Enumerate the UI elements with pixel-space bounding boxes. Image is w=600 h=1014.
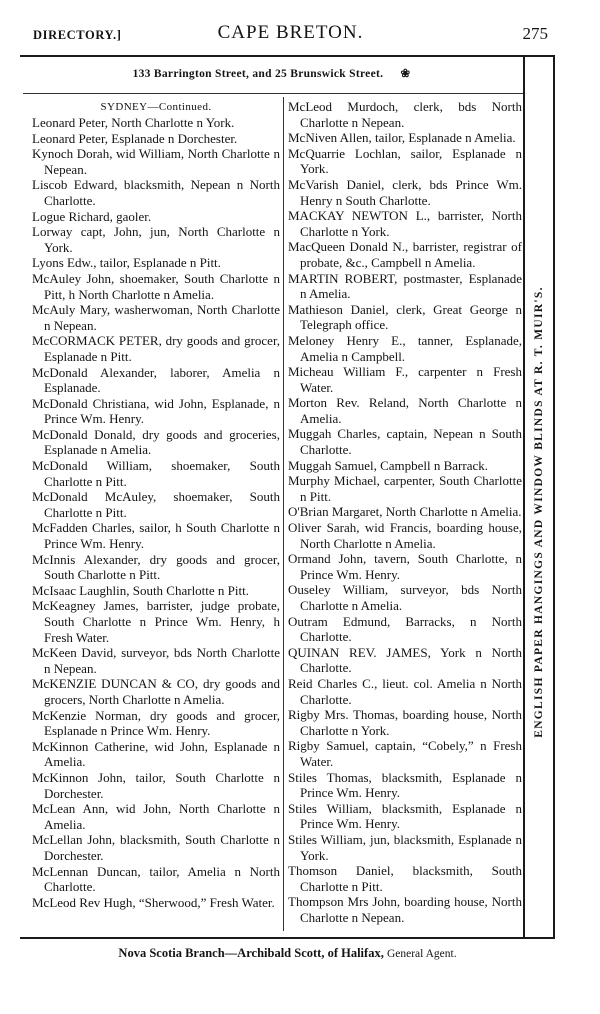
directory-entry: Stiles William, jun, blacksmith, Esplanade n York. (288, 831, 522, 863)
footer-agent: General Agent. (386, 948, 457, 960)
directory-entry: McLellan John, blacksmith, South Charlotte n Dorchester. (32, 832, 280, 863)
directory-entry: McFadden Charles, sailor, h South Charlotte n Prince Wm. Henry. (32, 520, 280, 552)
directory-entry: McLean Ann, wid John, North Charlotte n Amelia. (32, 801, 280, 832)
side-advertisement-text: ENGLISH PAPER HANGINGS AND WINDOW BLINDS AT R. T. MUIR'S. (533, 286, 546, 738)
directory-entry: Kynoch Dorah, wid William, North Charlotte n Nepean. (32, 146, 280, 177)
left-column (32, 99, 280, 910)
directory-entry: Outram Edmund, Barracks, n North Charlotte. (288, 613, 522, 645)
section-heading: SYDNEY—Continued. (100, 101, 212, 113)
directory-entry: QUINAN REV. JAMES, York n North Charlotte. (288, 644, 522, 676)
left-entry-list (32, 115, 280, 910)
running-head-title: CAPE BRETON. (217, 22, 364, 43)
directory-entry: Ouseley William, surveyor, bds North Charlotte n Amelia. (288, 582, 522, 613)
directory-entry: Stiles William, blacksmith, Esplanade n Prince Wm. Henry. (288, 800, 522, 832)
running-head-left: DIRECTORY.] (33, 28, 122, 42)
directory-entry: McAuly Mary, washerwoman, North Charlotte n Nepean. (32, 302, 280, 333)
directory-entry: Morton Rev. Reland, North Charlotte n Amelia. (288, 395, 522, 426)
directory-entry: Lorway capt, John, jun, North Charlotte n York. (32, 224, 280, 255)
directory-entry: Murphy Michael, carpenter, South Charlotte n Pitt. (288, 473, 522, 504)
ornament-icon: ❀ (400, 68, 411, 80)
directory-entry: McLeod Murdoch, clerk, bds North Charlotte n Nepean. (288, 99, 522, 130)
address-rule (23, 93, 523, 94)
directory-entry: Rigby Samuel, captain, “Cobely,” n Fresh Water. (288, 738, 522, 769)
directory-entry: Ormand John, tavern, South Charlotte, n Prince Wm. Henry. (288, 551, 522, 582)
footer-text: Nova Scotia Branch—Archibald Scott, of Halifax, (118, 946, 384, 960)
directory-entry: Logue Richard, gaoler. (32, 208, 152, 224)
directory-entry: Meloney Henry E., tanner, Esplanade, Amelia n Campbell. (288, 332, 522, 364)
directory-entry: McKENZIE DUNCAN & CO, dry goods and grocers, North Charlotte n Amelia. (32, 676, 280, 707)
directory-entry: Muggah Charles, captain, Nepean n South Charlotte. (288, 426, 522, 458)
side-rule (523, 57, 525, 937)
directory-entry: Stiles Thomas, blacksmith, Esplanade n Prince Wm. Henry. (288, 769, 522, 801)
directory-entry: McKeen David, surveyor, bds North Charlotte n Nepean. (32, 645, 280, 676)
directory-frame (20, 55, 555, 939)
advertisement-address-line (20, 66, 523, 80)
directory-entry: McDonald Alexander, laborer, Amelia n Esplanade. (32, 364, 280, 396)
directory-entry: Leonard Peter, Esplanade n Dorchester. (32, 130, 238, 146)
directory-entry: McNiven Allen, tailor, Esplanade n Amelia. (288, 130, 516, 146)
directory-entry: Thompson Mrs John, boarding house, North Charlotte n Nepean. (288, 894, 522, 925)
directory-entry: McAuley John, shoemaker, South Charlotte n Pitt, h North Charlotte n Amelia. (32, 270, 280, 302)
directory-entry: MacQueen Donald N., barrister, registrar of probate, &c., Campbell n Amelia. (288, 239, 522, 270)
directory-entry: Liscob Edward, blacksmith, Nepean n North Charlotte. (32, 177, 280, 208)
directory-entry: Oliver Sarah, wid Francis, boarding house, North Charlotte n Amelia. (288, 520, 522, 551)
directory-entry: McKenzie Norman, dry goods and grocer, Esplanade n Prince Wm. Henry. (32, 707, 280, 739)
directory-entry: McInnis Alexander, dry goods and grocer, South Charlotte n Pitt. (32, 551, 280, 583)
directory-entry: MACKAY NEWTON L., barrister, North Charlotte n York. (288, 208, 522, 239)
directory-entry: McDonald Christiana, wid John, Esplanade, n Prince Wm. Henry. (32, 395, 280, 427)
directory-entry: Thomson Daniel, blacksmith, South Charlotte n Pitt. (288, 863, 522, 894)
directory-entry: Muggah Samuel, Campbell n Barrack. (288, 457, 489, 473)
directory-entry: McLeod Rev Hugh, “Sherwood,” Fresh Water. (32, 894, 275, 910)
address-text: 133 Barrington Street, and 25 Brunswick Street. (132, 68, 384, 80)
page-header (33, 22, 548, 52)
directory-entry: McDonald McAuley, shoemaker, South Charlotte n Pitt. (32, 489, 280, 520)
directory-entry: MARTIN ROBERT, postmaster, Esplanade n Amelia. (288, 270, 522, 302)
directory-entry: Mathieson Daniel, clerk, Great George n Telegraph office. (288, 301, 522, 333)
directory-entry: Reid Charles C., lieut. col. Amelia n North Charlotte. (288, 675, 522, 707)
side-advertisement (527, 97, 551, 927)
directory-entry: McKinnon Catherine, wid John, Esplanade n Amelia. (32, 738, 280, 770)
right-entry-list (288, 99, 522, 925)
directory-entry: Micheau William F., carpenter n Fresh Water. (288, 364, 522, 395)
column-divider (283, 97, 284, 931)
directory-entry: Lyons Edw., tailor, Esplanade n Pitt. (32, 255, 221, 271)
directory-entry: McCORMACK PETER, dry goods and grocer, Esplanade n Pitt. (32, 333, 280, 364)
directory-entry: McDonald Donald, dry goods and groceries, Esplanade n Amelia. (32, 426, 280, 458)
page-footer (20, 946, 555, 961)
directory-entry: McQuarrie Lochlan, sailor, Esplanade n York. (288, 145, 522, 177)
directory-entry: McDonald William, shoemaker, South Charlotte n Pitt. (32, 458, 280, 489)
directory-entry: Rigby Mrs. Thomas, boarding house, North Charlotte n York. (288, 707, 522, 738)
directory-entry: O'Brian Margaret, North Charlotte n Amelia. (288, 504, 522, 520)
page-number: 275 (522, 24, 548, 43)
directory-entry: McIsaac Laughlin, South Charlotte n Pitt. (32, 582, 249, 598)
right-column (288, 99, 522, 925)
directory-entry: McVarish Daniel, clerk, bds Prince Wm. Henry n South Charlotte. (288, 176, 522, 208)
directory-entry: McLennan Duncan, tailor, Amelia n North Charlotte. (32, 863, 280, 895)
directory-entry: McKinnon John, tailor, South Charlotte n Dorchester. (32, 769, 280, 801)
directory-entry: McKeagney James, barrister, judge probate, South Charlotte n Prince Wm. Henry, h Fresh Water. (32, 598, 280, 645)
directory-entry: Leonard Peter, North Charlotte n York. (32, 115, 235, 130)
